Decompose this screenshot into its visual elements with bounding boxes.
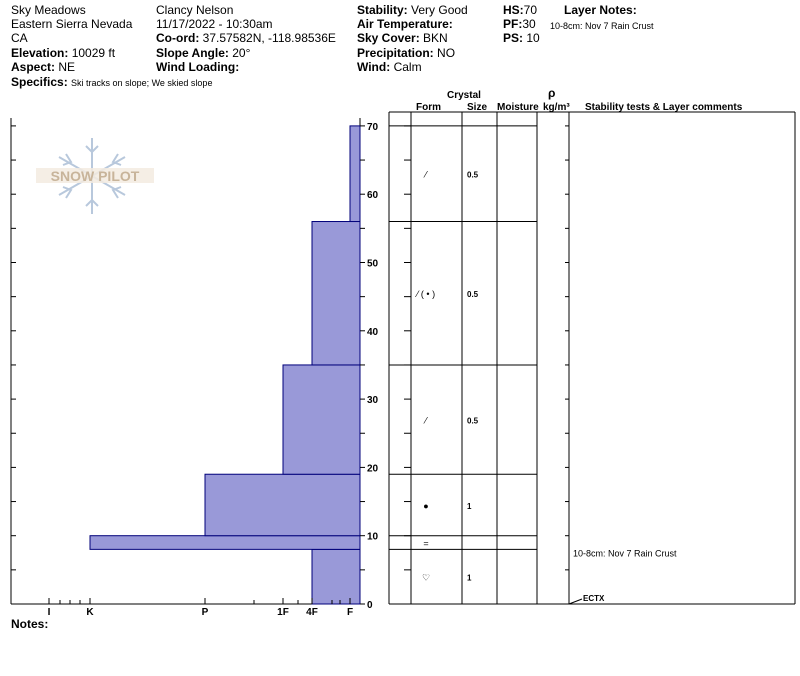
elevation-value: 10029 ft (71, 46, 116, 60)
air-temp-label: Air Temperature: (357, 17, 453, 31)
left-y-ticks (11, 126, 16, 604)
hardness-bar-3 (283, 365, 360, 474)
hs-value: 70 (523, 3, 538, 17)
sky-value: BKN (423, 31, 448, 45)
depth-tick-label: 60 (367, 190, 379, 202)
hardness-bar-4 (312, 222, 360, 365)
layer-form-1: ⁄ ( • ) (416, 289, 436, 300)
datetime: 11/17/2022 - 10:30am (156, 17, 273, 31)
wind-loading-label: Wind Loading: (156, 60, 240, 74)
layer-form-3: ● (423, 500, 429, 511)
stability-label: Stability: (357, 3, 408, 17)
hardness-bar-1 (90, 536, 360, 550)
slope-label: Slope Angle: (156, 46, 229, 60)
depth-tick-label: 50 (367, 258, 379, 270)
col-size: Size (467, 102, 488, 113)
precip-label: Precipitation: (357, 46, 434, 60)
layer-form-0: ⁄ (425, 169, 427, 180)
layer-form-5: ♡ (421, 572, 431, 583)
layer-size-1: 0.5 (467, 290, 479, 300)
layer-comments (569, 549, 677, 604)
wind-value: Calm (393, 60, 422, 74)
col-density: kg/m³ (543, 102, 570, 113)
precip-value: NO (437, 46, 456, 60)
snowpilot-logo (36, 138, 154, 214)
depth-tick-label: 10 (367, 531, 379, 543)
wind-label: Wind: (357, 60, 391, 74)
stability-test-leader (569, 599, 582, 604)
hardness-bars (90, 126, 360, 604)
x-tick-label: F (346, 607, 354, 618)
specifics-label: Specifics: (11, 75, 68, 89)
aspect-value: NE (58, 60, 76, 74)
specifics-value: Ski tracks on slope; We skied slope (71, 78, 213, 88)
aspect-label: Aspect: (11, 60, 56, 74)
notes-label: Notes: (11, 617, 49, 631)
stability-test-0: ECTX (583, 594, 605, 603)
sky-label: Sky Cover: (357, 31, 420, 45)
col-rho: ρ (548, 86, 556, 100)
stability-value: Very Good (411, 3, 468, 17)
region: Eastern Sierra Nevada (11, 17, 133, 31)
x-tick-label: P (201, 607, 209, 618)
layer-form-4: = (423, 538, 429, 549)
layer-notes-value: 10-8cm: Nov 7 Rain Crust (550, 21, 654, 31)
col-comments: Stability tests & Layer comments (585, 102, 743, 113)
hardness-x-ticks (48, 598, 353, 618)
depth-tick-label: 0 (367, 600, 373, 611)
pf-label: PF: (503, 17, 523, 31)
x-tick-label: 1F (277, 607, 289, 618)
state: CA (11, 31, 28, 45)
layer-size-5: 1 (467, 573, 472, 583)
depth-tick-label: 30 (367, 395, 379, 407)
pf-value: 30 (522, 17, 536, 31)
ps-value: 10 (526, 31, 540, 45)
observer: Clancy Nelson (156, 3, 234, 17)
layer-size-3: 1 (467, 501, 472, 511)
layer-size-2: 0.5 (467, 416, 479, 426)
hardness-bar-0 (312, 549, 360, 604)
hardness-bar-2 (205, 474, 360, 535)
coord-label: Co-ord: (156, 31, 200, 45)
ps-label: PS: (503, 31, 524, 45)
x-tick-label: I (47, 607, 51, 618)
location: Sky Meadows (11, 3, 86, 17)
depth-tick-label: 20 (367, 463, 379, 475)
layer-table (389, 112, 795, 604)
col-crystal: Crystal (447, 90, 481, 101)
coord-value: 37.57582N, -118.98536E (202, 31, 336, 45)
logo-text: SNOW PILOT (50, 168, 140, 184)
depth-y-axis (360, 122, 569, 611)
layer-size-0: 0.5 (467, 170, 479, 180)
depth-tick-label: 70 (367, 121, 379, 133)
slope-value: 20° (232, 46, 251, 60)
elevation-label: Elevation: (11, 46, 69, 60)
col-form: Form (416, 102, 441, 113)
layer-notes-label: Layer Notes: (564, 3, 637, 17)
hardness-bar-5 (350, 126, 360, 222)
depth-tick-label: 40 (367, 326, 379, 338)
layer-comment-0: 10-8cm: Nov 7 Rain Crust (573, 548, 677, 559)
x-tick-label: K (86, 607, 94, 618)
x-tick-label: 4F (306, 607, 318, 618)
layer-form-2: ⁄ (425, 415, 427, 426)
hs-label: HS: (503, 3, 524, 17)
col-moisture: Moisture (497, 102, 539, 113)
